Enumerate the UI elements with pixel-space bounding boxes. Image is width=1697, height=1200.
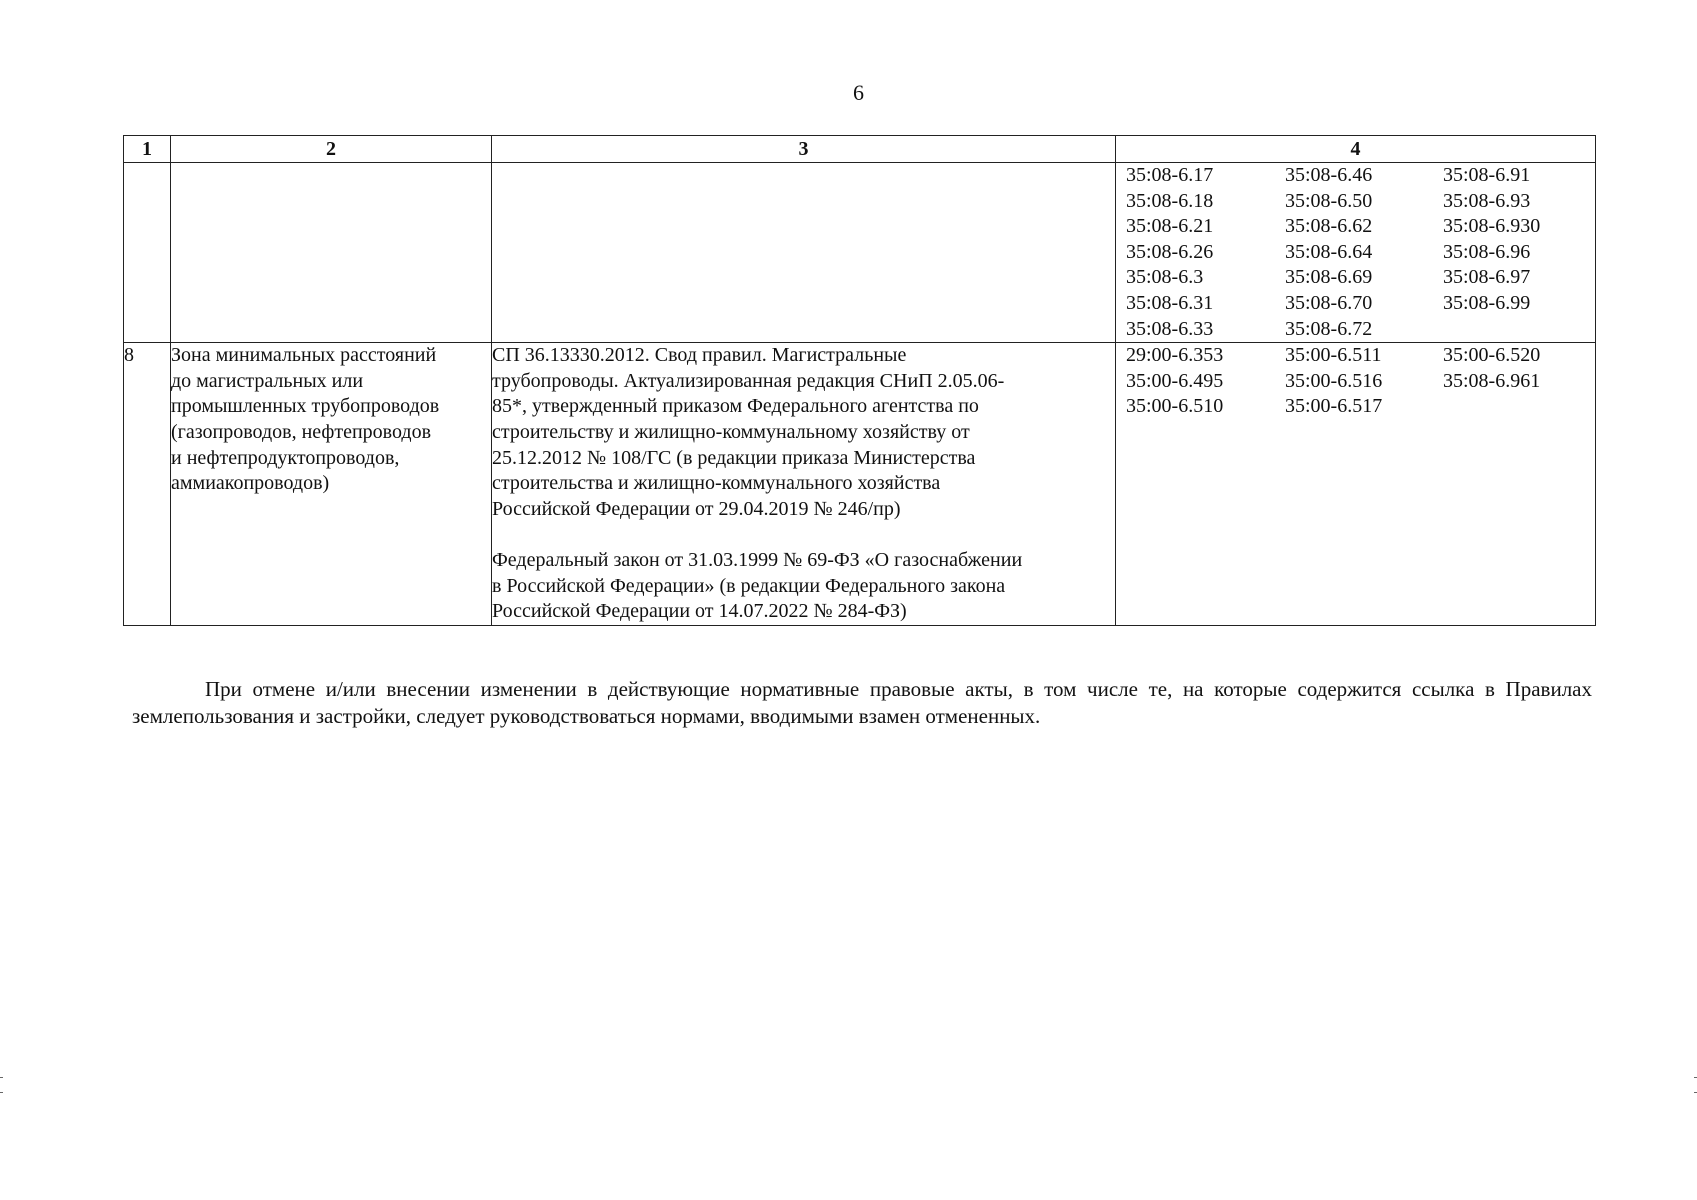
cadastral-code: 35:08-6.46 xyxy=(1285,164,1373,186)
cadastral-code: 35:00-6.511 xyxy=(1285,344,1382,367)
zone-name-line: до магистральных или xyxy=(171,369,364,392)
regulation-line: строительства и жилищно-коммунального хозяйства xyxy=(492,472,941,495)
row-number-cell: 8 xyxy=(124,343,171,626)
cadastral-code xyxy=(1443,317,1593,343)
regulation-line: Российской Федерации от 29.04.2019 № 246/пр) xyxy=(492,497,901,520)
cadastral-code: 35:00-6.520 xyxy=(1443,344,1541,367)
cadastral-codes-cell xyxy=(1116,163,1596,343)
footer-paragraph: При отмене и/или внесении изменении в действующие нормативные правовые акты, в том числе те, на которые содержится ссылка в Правилах землепользования и застройки, следует руководствоваться нормами, вводимыми взамен отмененных. xyxy=(132,677,1592,728)
cadastral-code: 35:08-6.18 xyxy=(1126,189,1214,212)
zone-name-line: и нефтепродуктопроводов, xyxy=(171,446,400,469)
cadastral-code: 35:08-6.70 xyxy=(1285,291,1373,314)
cadastral-code: 35:08-6.26 xyxy=(1126,240,1214,263)
cadastral-code: 35:00-6.517 xyxy=(1285,395,1383,418)
cadastral-code xyxy=(1443,394,1593,420)
regulation-line: Федеральный закон от 31.03.1999 № 69-ФЗ «О газоснабжении xyxy=(492,548,1023,571)
cadastral-code: 35:08-6.64 xyxy=(1285,240,1373,263)
scan-edge-mark-left xyxy=(0,1077,3,1093)
regulation-line: 85*, утвержденный приказом Федерального агентства по xyxy=(492,395,979,418)
zone-name-cell xyxy=(171,343,492,626)
zone-name-line: аммиакопроводов) xyxy=(171,472,330,495)
cadastral-code: 35:08-6.50 xyxy=(1285,189,1373,212)
cadastral-code: 35:08-6.96 xyxy=(1443,240,1531,263)
regulation-line: Российской Федерации от 14.07.2022 № 284-ФЗ) xyxy=(492,600,907,623)
cadastral-code: 35:00-6.516 xyxy=(1285,369,1383,392)
cadastral-code: 35:00-6.495 xyxy=(1126,369,1224,392)
zone-name-line: промышленных трубопроводов xyxy=(171,395,440,418)
row-number-cell xyxy=(124,163,171,343)
cadastral-code: 35:08-6.62 xyxy=(1285,215,1373,238)
cadastral-code: 35:08-6.97 xyxy=(1443,266,1531,289)
table-row-8 xyxy=(124,343,1596,626)
table-header-row xyxy=(124,136,1596,163)
regulation-cell xyxy=(492,343,1116,626)
regulation-spacer xyxy=(492,522,1115,548)
column-header-2: 2 xyxy=(171,136,492,163)
cadastral-code: 29:00-6.353 xyxy=(1126,344,1224,367)
cadastral-codes-grid xyxy=(1116,163,1595,342)
cadastral-code: 35:00-6.510 xyxy=(1126,395,1224,418)
column-header-1: 1 xyxy=(124,136,171,163)
regulation-line: СП 36.13330.2012. Свод правил. Магистральные xyxy=(492,344,907,367)
cadastral-codes-grid xyxy=(1116,343,1595,420)
regulation-line: в Российской Федерации» (в редакции Федерального закона xyxy=(492,574,1006,597)
zone-name-line: (газопроводов, нефтепроводов xyxy=(171,420,432,443)
cadastral-code: 35:08-6.91 xyxy=(1443,164,1531,186)
cadastral-code: 35:08-6.99 xyxy=(1443,291,1531,314)
page-number: 6 xyxy=(853,80,864,105)
regulations-table xyxy=(123,135,1596,626)
zone-name-cell xyxy=(171,163,492,343)
cadastral-code: 35:08-6.21 xyxy=(1126,215,1214,238)
cadastral-codes-cell xyxy=(1116,343,1596,626)
cadastral-code: 35:08-6.93 xyxy=(1443,189,1531,212)
cadastral-code: 35:08-6.17 xyxy=(1126,164,1214,186)
cadastral-code: 35:08-6.3 xyxy=(1126,266,1204,289)
column-header-4: 4 xyxy=(1116,136,1596,163)
cadastral-code: 35:08-6.961 xyxy=(1443,369,1541,392)
cadastral-code: 35:08-6.31 xyxy=(1126,291,1214,314)
zone-name-line: Зона минимальных расстояний xyxy=(171,344,437,367)
regulation-cell xyxy=(492,163,1116,343)
column-header-3: 3 xyxy=(492,136,1116,163)
regulation-line: строительству и жилищно-коммунальному хозяйству от xyxy=(492,420,970,443)
cadastral-code: 35:08-6.33 xyxy=(1126,317,1214,340)
cadastral-code: 35:08-6.69 xyxy=(1285,266,1373,289)
cadastral-code: 35:08-6.930 xyxy=(1443,215,1541,238)
table-row-continuation xyxy=(124,163,1596,343)
cadastral-code: 35:08-6.72 xyxy=(1285,317,1373,340)
regulation-line: трубопроводы. Актуализированная редакция СНиП 2.05.06- xyxy=(492,369,1005,392)
regulation-line: 25.12.2012 № 108/ГС (в редакции приказа Министерства xyxy=(492,446,976,469)
